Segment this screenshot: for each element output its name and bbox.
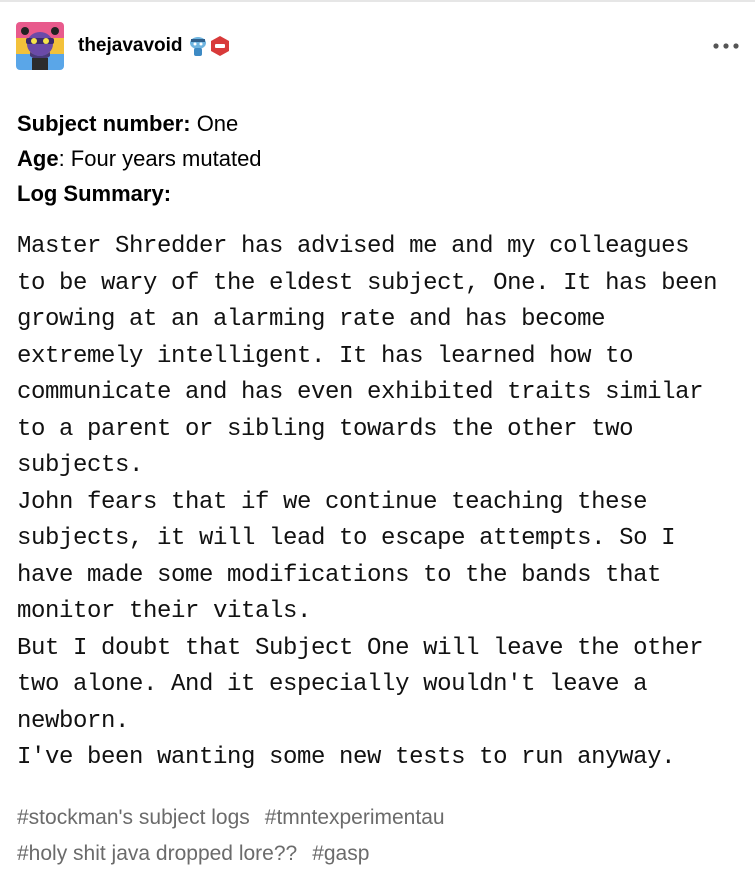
- meta-subject-number: [17, 106, 262, 141]
- log-line: John fears that if we continue teaching these: [17, 488, 648, 516]
- meta-value: : Four years mutated: [58, 146, 262, 171]
- tag-link[interactable]: #stockman's subject logs: [17, 806, 250, 829]
- meta-label: Log Summary:: [17, 181, 172, 206]
- mascot-badge-icon[interactable]: [188, 35, 208, 57]
- log-line: to a parent or sibling towards the other two: [17, 415, 634, 443]
- post-header: [16, 22, 741, 70]
- log-line: But I doubt that Subject One will leave the other: [17, 634, 704, 662]
- meta-label: Age: [17, 146, 59, 171]
- meta-value: One: [190, 111, 239, 136]
- meta-label: Subject number:: [17, 111, 191, 136]
- post-tags: [17, 800, 460, 872]
- username[interactable]: thejavavoid: [78, 35, 183, 56]
- log-line: have made some modifications to the bands that: [17, 561, 662, 589]
- log-line: I've been wanting some new tests to run anyway.: [17, 744, 676, 771]
- log-line: Master Shredder has advised me and my colleagues: [17, 233, 690, 260]
- log-line: newborn.: [17, 707, 130, 735]
- subject-meta: [17, 106, 262, 211]
- tag-link[interactable]: #gasp: [312, 842, 370, 865]
- tag-link[interactable]: #tmntexperimentau: [264, 806, 445, 829]
- robot-turtle-avatar-icon: [16, 22, 64, 70]
- log-line: two alone. And it especially wouldn't leave a: [17, 671, 648, 698]
- tag-link[interactable]: #holy shit java dropped lore??: [17, 842, 298, 865]
- more-dots-icon[interactable]: [711, 36, 741, 56]
- meta-log-summary: [17, 176, 262, 211]
- log-line: to be wary of the eldest subject, One. It has been: [17, 269, 718, 297]
- tag-row: [17, 836, 460, 872]
- meta-age: [17, 141, 262, 176]
- log-line: communicate and has even exhibited traits similar: [17, 379, 704, 406]
- avatar[interactable]: [16, 22, 64, 70]
- log-line: monitor their vitals.: [17, 598, 312, 625]
- log-line: growing at an alarming rate and has become: [17, 306, 606, 333]
- log-line: subjects, it will lead to escape attempts. So I: [17, 525, 676, 552]
- log-line: subjects.: [17, 452, 144, 479]
- tag-row: [17, 800, 460, 836]
- red-hexagon-badge-icon[interactable]: [210, 35, 230, 57]
- top-divider: [0, 0, 755, 2]
- log-body: [17, 229, 742, 777]
- log-line: extremely intelligent. It has learned how to: [17, 342, 634, 370]
